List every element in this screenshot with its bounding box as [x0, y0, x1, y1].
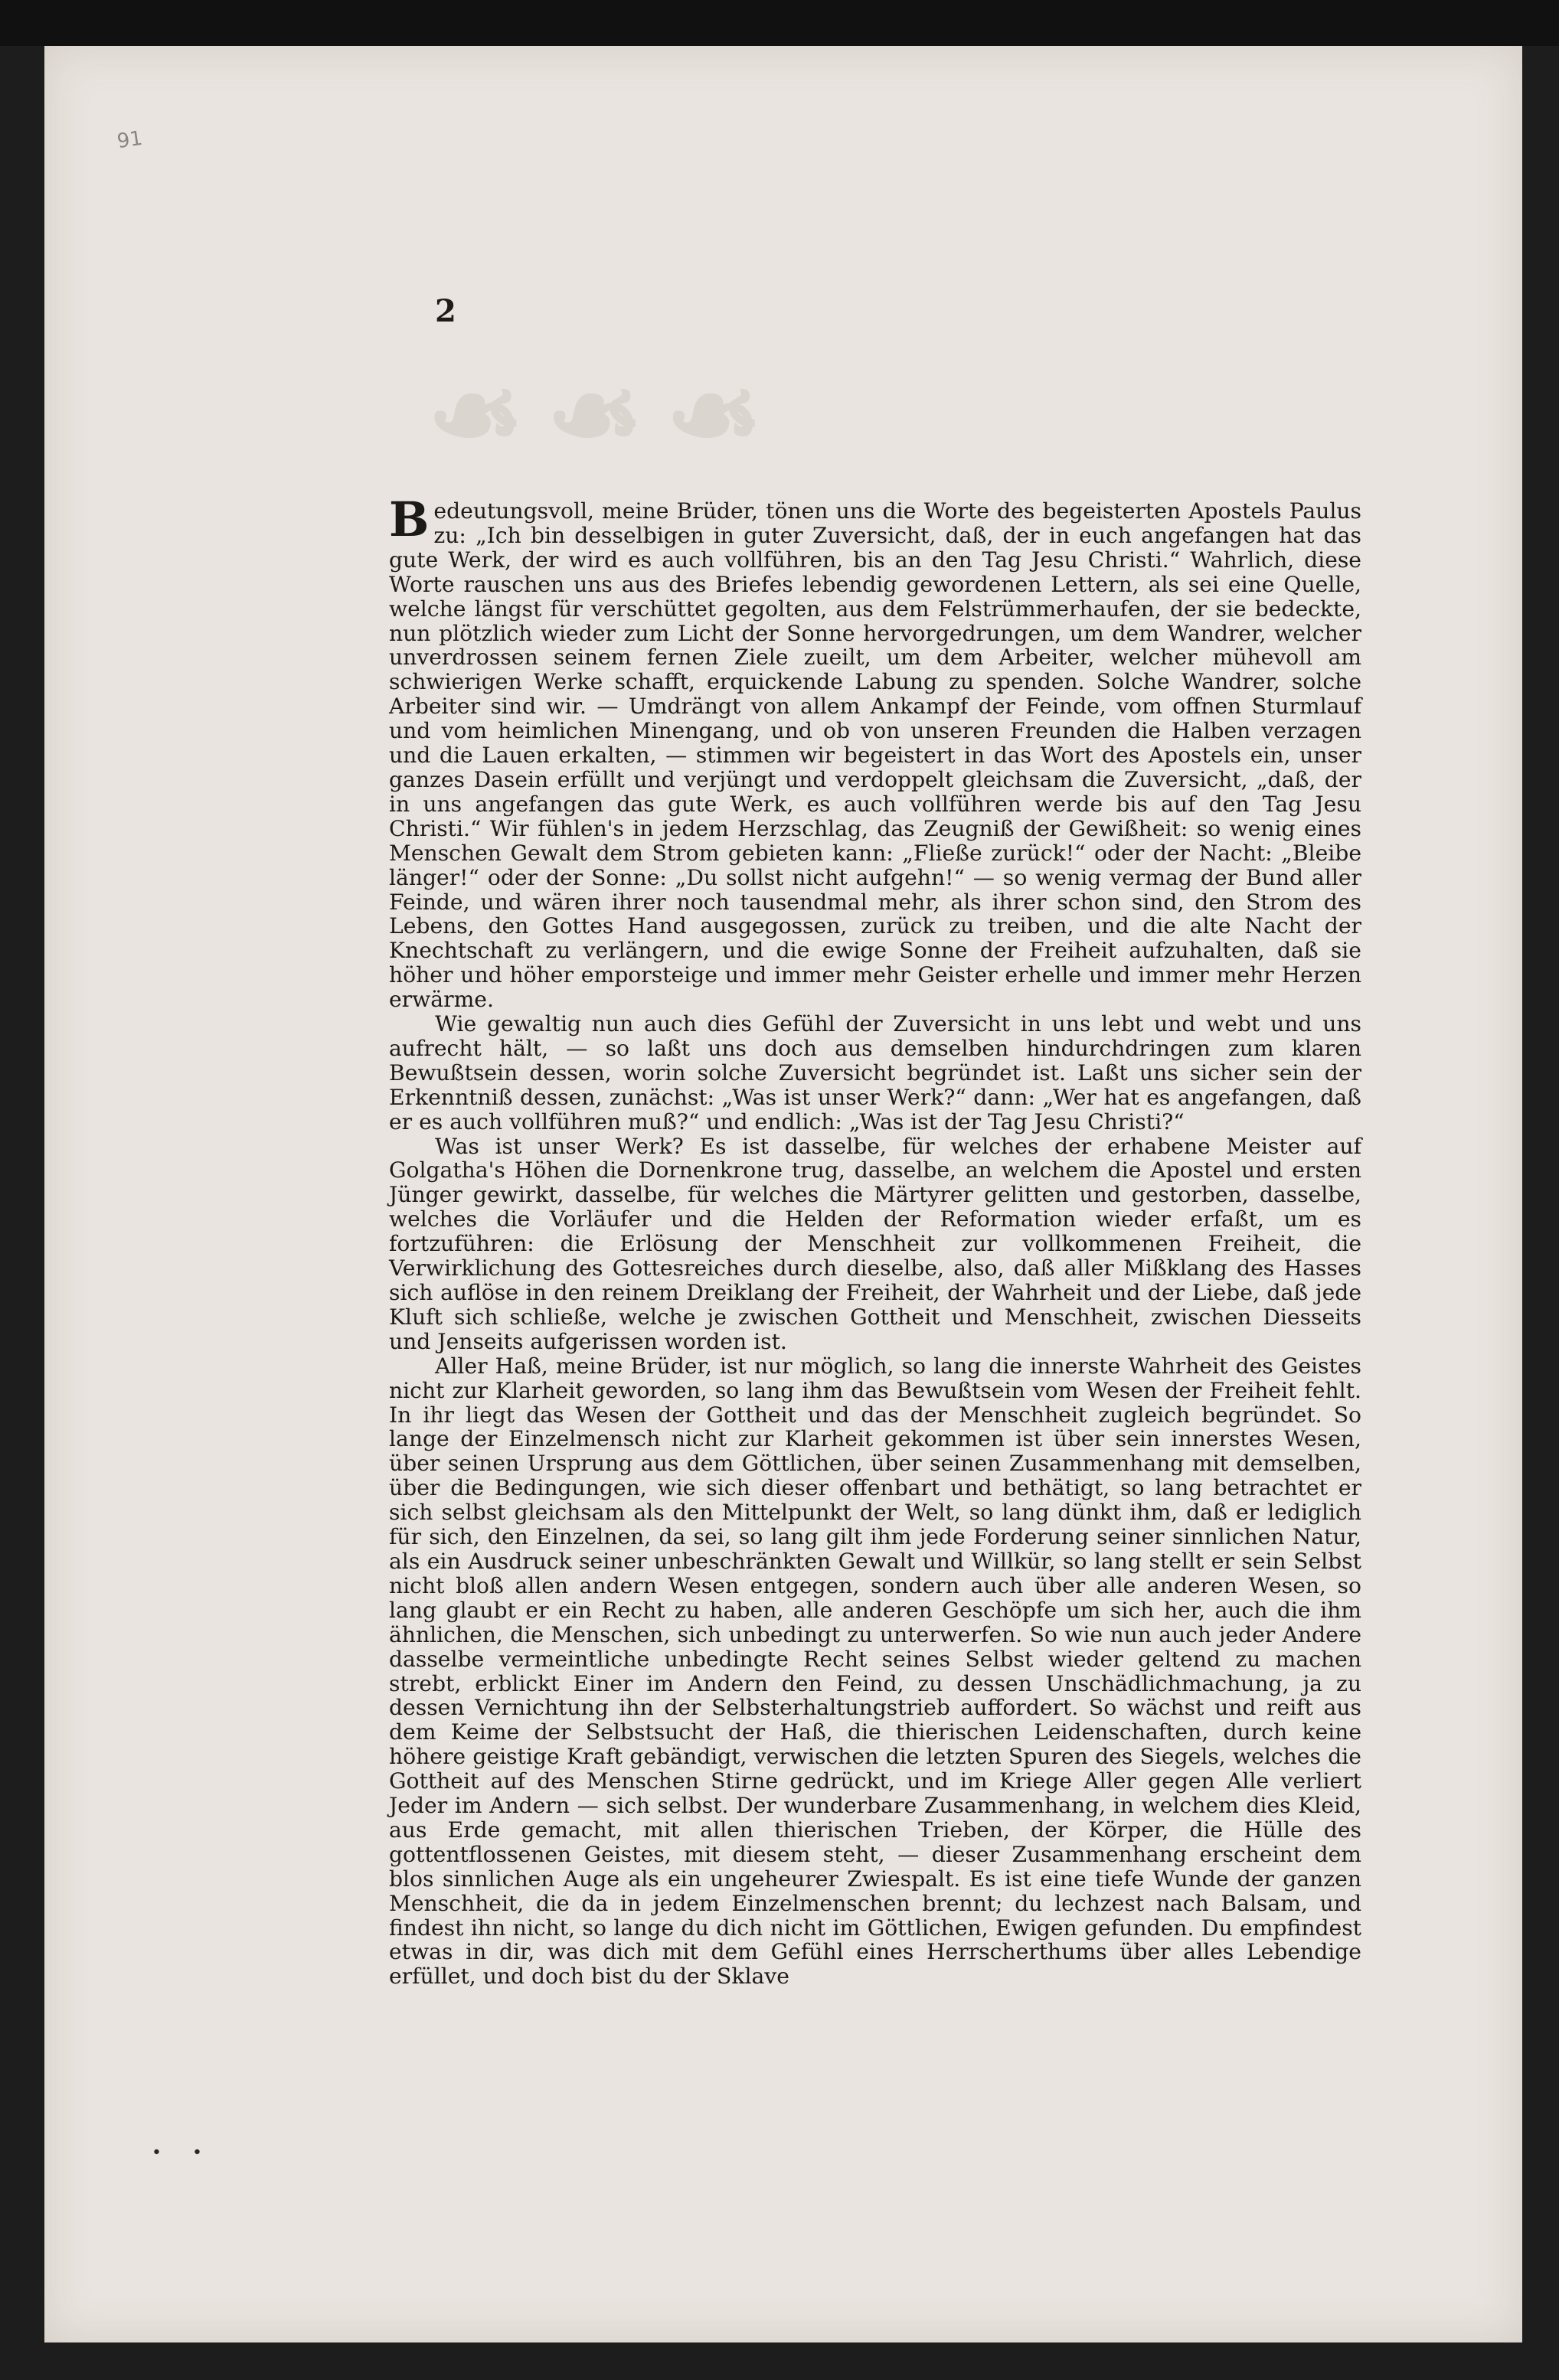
- scan-frame-top: [0, 0, 1559, 46]
- paragraph-3: Was ist unser Werk? Es ist dasselbe, für welches der erhabene Meister auf Golgatha's Höhen die Dornenkrone trug, dasselbe, an welchem die Apostel und ersten Jünger gewirkt, dasselbe, für welches die Märtyrer gelitten und gestorben, dasselbe, welches die Vorläufer und die Helden der Reformation wieder erfaßt, um es fortzuführen: die Erlösung der Menschheit zur vollkommenen Freiheit, die Verwirklichung des Gottesreiches durch dieselbe, also, daß aller Mißklang des Hasses sich auflöse in den reinem Dreiklang der Freiheit, der Wahrheit und der Liebe, daß jede Kluft sich schließe, welche je zwischen Gottheit und Menschheit, zwischen Diesseits und Jenseits aufgerissen worden ist.: [389, 1133, 1361, 1354]
- sermon-text: [389, 491, 1361, 1990]
- paragraph-4: Aller Haß, meine Brüder, ist nur möglich, so lang die innerste Wahrheit des Geistes nicht zur Klarheit geworden, so lang ihm das Bewußtsein vom Wesen der Freiheit fehlt. In ihr liegt das Wesen der Gottheit und das der Menschheit zugleich begründet. So lange der Einzelmensch nicht zur Klarheit gekommen ist über sein innerstes Wesen, über seinen Ursprung aus dem Göttlichen, über seinen Zusammenhang mit demselben, über die Bedingungen, wie sich dieser offenbart und bethätigt, so lang betrachtet er sich selbst gleichsam als den Mittelpunkt der Welt, so lang dünkt ihm, daß er lediglich für sich, den Einzelnen, da sei, so lang gilt ihm jede Forderung seiner sinnlichen Natur, als ein Ausdruck seiner unbeschränkten Gewalt und Willkür, so lang stellt er sein Selbst nicht bloß allen andern Wesen entgegen, sondern auch über alle anderen Wesen, so lang glaubt er ein Recht zu haben, alle anderen Geschöpfe um sich her, auch die ihm ähnlichen, die Menschen, sich unbedingt zu unterwerfen. So wie nun auch jeder Andere dasselbe vermeintliche unbedingte Recht seines Selbst wieder geltend zu machen strebt, erblickt Einer im Andern den Feind, zu dessen Unschädlichmachung, ja zu dessen Vernichtung ihn der Selbsterhaltungstrieb auffordert. So wächst und reift aus dem Keime der Selbstsucht der Haß, die thierischen Leidenschaften, durch keine höhere geistige Kraft gebändigt, verwischen die letzten Spuren des Siegels, welches die Gottheit auf des Menschen Stirne gedrückt, und im Kriege Aller gegen Alle verliert Jeder im Andern — sich selbst. Der wunderbare Zusammenhang, in welchem dies Kleid, aus Erde gemacht, mit allen thierischen Trieben, der Körper, die Hülle des gottentflossenen Geistes, mit diesem steht, — dieser Zusammenhang erscheint dem blos sinnlichen Auge als ein ungeheurer Zwiespalt. Es ist eine tiefe Wunde der ganzen Menschheit, die da in jedem Einzelmenschen brennt; du lechzest nach Balsam, und findest ihn nicht, so lange du dich nicht im Göttlichen, Ewigen gefunden. Du empfindest etwas in dir, was dich mit dem Gefühl eines Herrscherthums über alles Lebendige erfüllet, und doch bist du der Sklave: [389, 1353, 1361, 1990]
- paragraph-1: [389, 491, 1361, 1013]
- paper-specks: ••: [152, 2143, 233, 2163]
- bleed-through-show-through: ❧❧❧: [404, 348, 763, 483]
- pencil-archive-number: 91: [116, 126, 145, 154]
- paragraph-text: edeutungsvoll, meine Brüder, tönen uns die Worte des begeisterten Apostels Paulus zu: „Ich bin desselbigen in guter Zuversicht, daß, der in euch angefangen hat das gute Werk, der wird es auch vollführen, bis an den Tag Jesu Christi.“ Wahrlich, diese Worte rauschen uns aus des Briefes lebendig gewordenen Lettern, als sei eine Quelle, welche längst für verschüttet gegolten, aus dem Felstrümmerhaufen, der sie bedeckte, nun plötzlich wieder zum Licht der Sonne hervorgedrungen, um dem Wandrer, welcher unverdrossen seinem fernen Ziele zueilt, um dem Arbeiter, welcher mühevoll am schwierigen Werke schafft, erquickende Labung zu spenden. Solche Wandrer, solche Arbeiter sind wir. — Umdrängt von allem Ankampf der Feinde, vom offnen Sturmlauf und vom heimlichen Minengang, und ob von unseren Freunden die Halben verzagen und die Lauen erkalten, — stimmen wir begeistert in das Wort des Apostels ein, unser ganzes Dasein erfüllt und verjüngt und verdoppelt gleichsam die Zuversicht, „daß, der in uns angefangen das gute Werk, es auch vollführen werde bis auf den Tag Jesu Christi.“ Wir fühlen's in jedem Herzschlag, das Zeugniß der Gewißheit: so wenig eines Menschen Gewalt dem Strom gebieten kann: „Fließe zurück!“ oder der Nacht: „Bleibe länger!“ oder der Sonne: „Du sollst nicht aufgehn!“ — so wenig vermag der Bund aller Feinde, und wären ihrer noch tausendmal mehr, als ihrer schon sind, den Strom des Lebens, den Gottes Hand ausgegossen, zurück zu treiben, und die alte Nacht der Knechtschaft zu verlängern, und die ewige Sonne der Freiheit aufzuhalten, daß sie höher und höher emporsteige und immer mehr Geister erhelle und immer mehr Herzen erwärme.: [389, 498, 1361, 1013]
- paragraph-2: Wie gewaltig nun auch dies Gefühl der Zuversicht in uns lebt und webt und uns aufrecht hält, — so laßt uns doch aus demselben hindurchdringen zum klaren Bewußtsein dessen, worin solche Zuversicht begründet ist. Laßt uns sicher sein der Erkenntniß dessen, zunächst: „Was ist unser Werk?“ dann: „Wer hat es angefangen, daß er es auch vollführen muß?“ und endlich: „Was ist der Tag Jesu Christi?“: [389, 1011, 1361, 1134]
- page-number: 2: [435, 293, 456, 329]
- drop-cap: B: [389, 491, 430, 547]
